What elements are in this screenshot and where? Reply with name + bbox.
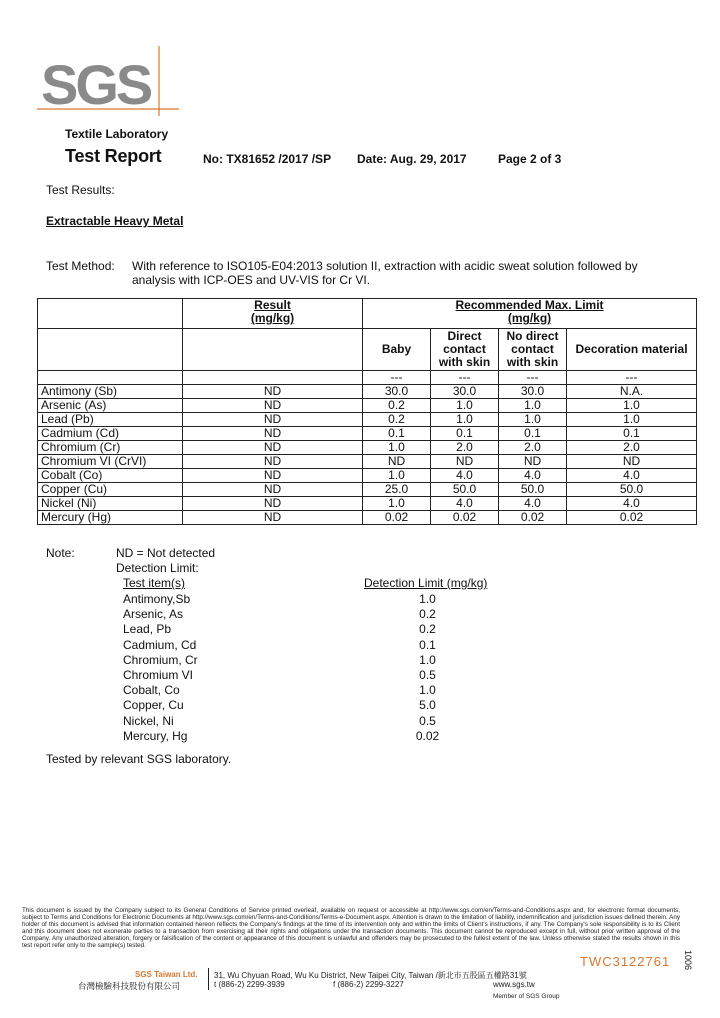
limit-decoration: 1.0 [567,413,697,427]
dl-value: 0.5 [419,713,436,728]
lab-name: Textile Laboratory [65,127,169,141]
dash-cell [183,371,363,385]
result-value: ND [183,399,363,413]
method-text: With reference to ISO105-E04:2013 solution II, extraction with acidic sweat solution followed by analysis with ICP-OES and UV-VIS for Cr VI. [132,259,638,287]
limit-nodirect: 1.0 [499,399,567,413]
dl-values [400,592,455,744]
dl-col-item: Test item(s) [123,576,186,590]
results-table [37,298,697,525]
limit-header-unit: (mg/kg) [507,311,552,325]
dl-value: 0.5 [419,668,436,683]
disclaimer: This document is issued by the Company subject to its General Conditions of Service printed overleaf, available on request or accessible at http://www.sgs.com/en/Terms-and-Conditions.aspx and, for electronic format documents, subject to Terms and Conditions for Electronic Documents at http://www.sgs.com/en/Terms-and-Conditions/Terms-e-Document.aspx. Attention is drawn to the limitation of liability, indemnification and jurisdiction issues defined therein. Any holder of this document is advised that information contained hereon reflects the Company's findings at the time of its intervention only and within the limits of Client's instructions, if any. The Company's sole responsibility is to its Client and this document does not exonerate parties to a transaction from exercising all their rights and obligations under the transaction documents. This document cannot be reproduced except in full, without prior written approval of the Company. Any unauthorized alteration, forgery or falsification of the content or appearance of this document is unlawful and offenders may be prosecuted to the fullest extent of the law. Unless otherwise stated the results shown in this test report refer only to the sample(s) tested. [22,907,680,949]
sgs-logo [37,46,179,116]
dl-value: 0.1 [419,637,436,652]
element-name: Arsenic (As) [38,399,183,413]
element-name: Cadmium (Cd) [38,427,183,441]
dl-item: Cadmium, Cd [123,637,197,652]
table-row [38,511,697,525]
result-header-unit: (mg/kg) [250,311,295,325]
limit-direct: 30.0 [431,385,499,399]
result-value: ND [183,413,363,427]
company-tel: t (886-2) 2299-3939 [214,980,285,989]
result-value: ND [183,469,363,483]
limit-nodirect: 4.0 [499,469,567,483]
dl-value: 1.0 [419,652,436,667]
col-baby: Baby [363,329,431,371]
dl-col-limit: Detection Limit (mg/kg) [364,576,488,590]
limit-direct: 2.0 [431,441,499,455]
dash-cell: --- [363,371,431,385]
dl-value: 0.2 [419,607,436,622]
table-subhead-empty [183,329,363,371]
member-label: Member of SGS Group [493,993,560,1000]
limit-decoration: 2.0 [567,441,697,455]
company-web[interactable]: www.sgs.tw [493,980,535,989]
limit-nodirect: 2.0 [499,441,567,455]
limit-decoration: 0.1 [567,427,697,441]
dl-item: Chromium, Cr [123,652,198,667]
limit-baby: 0.02 [363,511,431,525]
tested-by: Tested by relevant SGS laboratory. [46,752,232,766]
company-fax: f (886-2) 2299-3227 [333,980,404,989]
element-name: Chromium (Cr) [38,441,183,455]
limit-direct: 50.0 [431,483,499,497]
limit-decoration: ND [567,455,697,469]
serial-number: TWC3122761 [580,954,671,969]
limit-baby: 0.2 [363,413,431,427]
table-corner [38,299,183,329]
limit-decoration: 50.0 [567,483,697,497]
limit-nodirect: 0.02 [499,511,567,525]
side-code: 1006 [683,950,693,971]
limit-nodirect: 50.0 [499,483,567,497]
method-label: Test Method: [46,259,115,273]
element-name: Copper (Cu) [38,483,183,497]
limit-decoration: 0.02 [567,511,697,525]
result-value: ND [183,455,363,469]
footer-divider [208,968,209,990]
table-subhead-empty [38,329,183,371]
note-nd: ND = Not detected [116,546,216,560]
report-number: No: TX81652 /2017 /SP [203,152,332,166]
limit-direct: 4.0 [431,497,499,511]
limit-baby: 0.1 [363,427,431,441]
result-value: ND [183,385,363,399]
dl-item: Mercury, Hg [123,728,188,743]
col-nodirect: No direct contact with skin [499,329,567,371]
dl-item: Antimony,Sb [123,592,191,606]
limit-nodirect: 1.0 [499,413,567,427]
company-name: SGS Taiwan Ltd. [135,970,198,979]
element-name: Chromium VI (CrVI) [38,455,183,469]
table-row [38,441,697,455]
dl-item: Copper, Cu [123,698,184,713]
dl-value: 0.02 [415,728,440,743]
dash-cell: --- [431,371,499,385]
limit-decoration: 4.0 [567,469,697,483]
report-title: Test Report [65,146,162,166]
page-number: Page 2 of 3 [498,152,562,166]
results-label: Test Results: [46,183,115,197]
dl-item: Arsenic, As [123,607,184,622]
limit-baby: 25.0 [363,483,431,497]
limit-nodirect: 4.0 [499,497,567,511]
limit-direct: 4.0 [431,469,499,483]
limit-nodirect: ND [499,455,567,469]
col-direct: Direct contact with skin [431,329,499,371]
limit-nodirect: 30.0 [499,385,567,399]
limit-direct: ND [431,455,499,469]
dl-item: Cobalt, Co [123,683,180,698]
element-name: Nickel (Ni) [38,497,183,511]
limit-baby: 30.0 [363,385,431,399]
table-row [38,455,697,469]
dl-value: 1.0 [419,592,436,606]
table-row [38,399,697,413]
limit-direct: 0.1 [431,427,499,441]
result-header [183,299,363,329]
limit-decoration: 4.0 [567,497,697,511]
limit-decoration: 1.0 [567,399,697,413]
result-value: ND [183,441,363,455]
table-row [38,469,697,483]
limit-baby: 1.0 [363,469,431,483]
dl-value: 1.0 [419,683,436,698]
limit-direct: 1.0 [431,413,499,427]
dl-item: Nickel, Ni [123,713,174,728]
company-name-zh: 台灣檢驗科技股份有限公司 [78,981,181,991]
dl-value: 5.0 [419,698,436,713]
table-row [38,385,697,399]
limit-direct: 1.0 [431,399,499,413]
dash-cell [38,371,183,385]
table-row [38,497,697,511]
dash-cell: --- [567,371,697,385]
limit-header [363,299,697,329]
result-header-title: Result [254,298,291,312]
dl-item: Chromium VI [123,668,194,683]
limit-baby: ND [363,455,431,469]
result-value: ND [183,483,363,497]
table-row [38,413,697,427]
limit-header-title: Recommended Max. Limit [455,298,604,312]
limit-nodirect: 0.1 [499,427,567,441]
result-value: ND [183,511,363,525]
limit-baby: 1.0 [363,497,431,511]
limit-decoration: N.A. [567,385,697,399]
result-value: ND [183,497,363,511]
limit-baby: 1.0 [363,441,431,455]
table-row [38,483,697,497]
company-address: 31, Wu Chyuan Road, Wu Ku District, New Taipei City, Taiwan /新北市五股區五權路31號 [214,971,527,980]
col-decoration: Decoration material [567,329,697,371]
detection-limit-label: Detection Limit: [116,561,199,575]
dash-cell: --- [499,371,567,385]
note-label: Note: [46,546,75,560]
element-name: Cobalt (Co) [38,469,183,483]
logo-text: SGS [41,53,151,116]
dl-item: Lead, Pb [123,622,172,637]
element-name: Lead (Pb) [38,413,183,427]
table-row [38,427,697,441]
report-date: Date: Aug. 29, 2017 [357,152,467,166]
limit-baby: 0.2 [363,399,431,413]
limit-direct: 0.02 [431,511,499,525]
element-name: Mercury (Hg) [38,511,183,525]
dl-value: 0.2 [419,622,436,637]
result-value: ND [183,427,363,441]
element-name: Antimony (Sb) [38,385,183,399]
dl-items [123,592,198,744]
section-title: Extractable Heavy Metal [46,214,184,228]
